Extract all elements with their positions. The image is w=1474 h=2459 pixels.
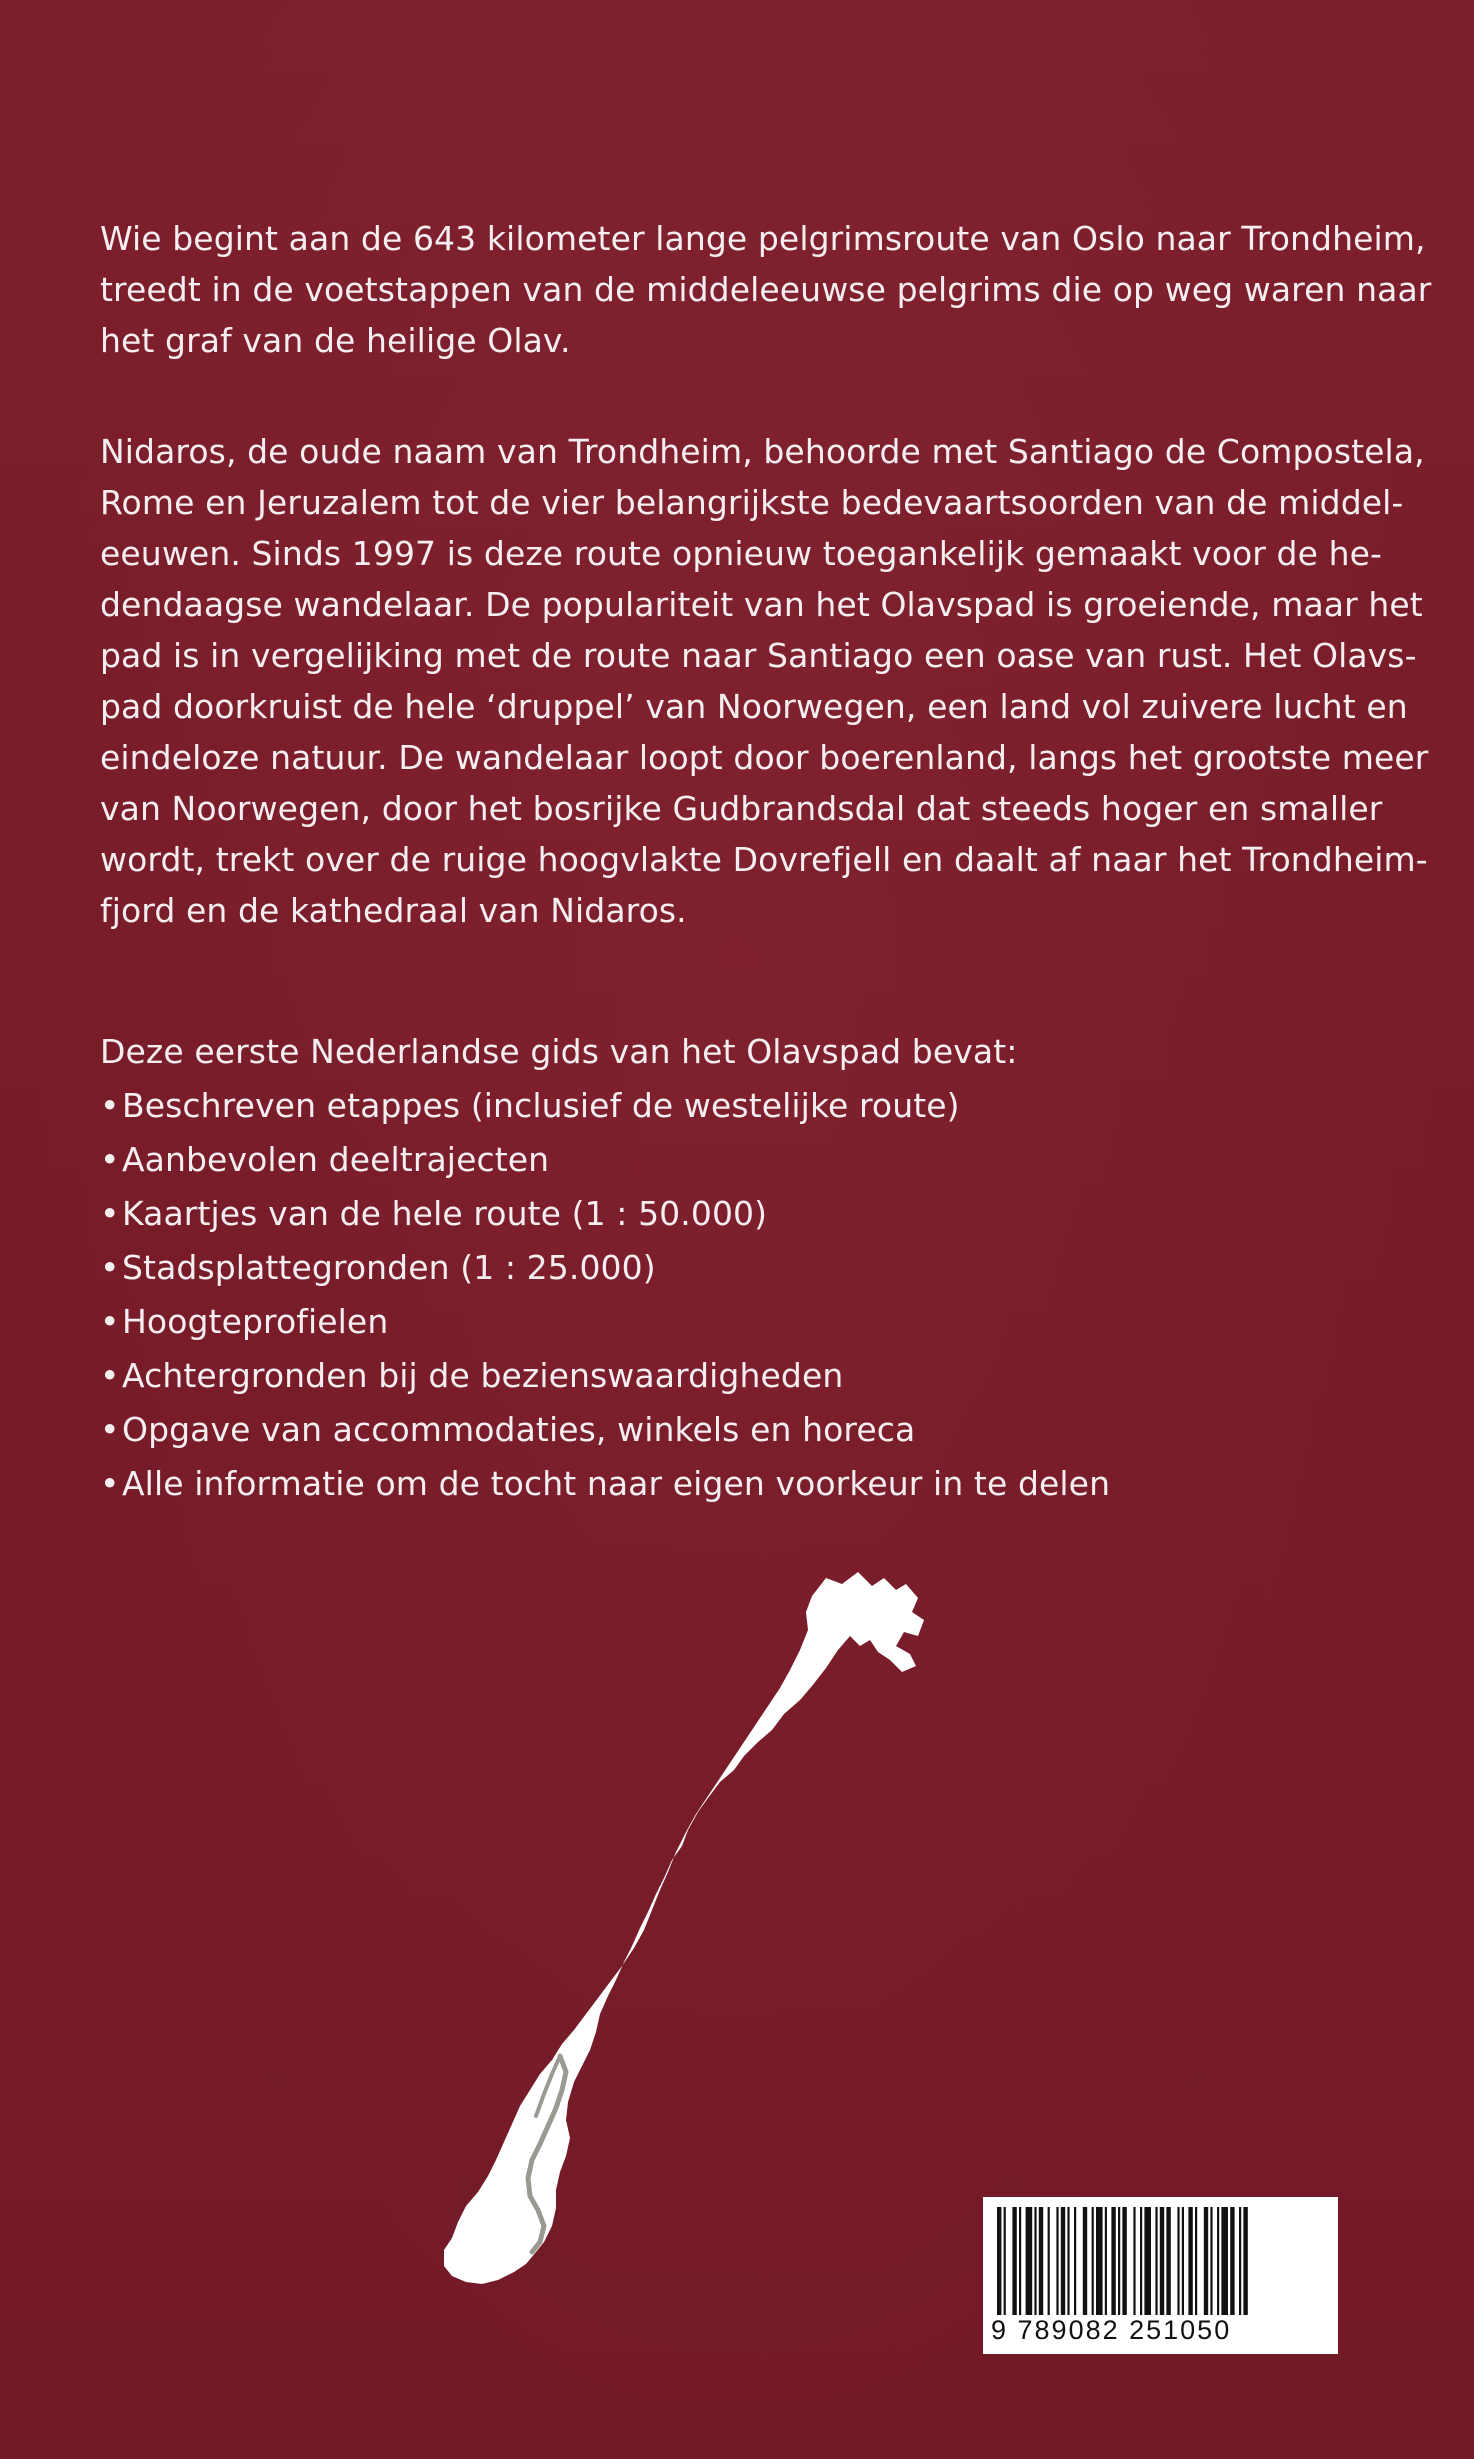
barcode-bar — [1144, 2207, 1151, 2315]
barcode-bar — [1048, 2207, 1050, 2315]
barcode-bar — [1083, 2207, 1087, 2315]
list-item — [100, 1349, 1340, 1403]
barcode-bar — [1188, 2207, 1192, 2315]
isbn-barcode — [983, 2197, 1338, 2354]
barcode-bar — [1061, 2207, 1065, 2315]
list-item — [100, 1133, 1340, 1187]
barcode-bar — [1118, 2207, 1120, 2315]
text-line: wordt, trekt over de ruige hoogvlakte Dovrefjell en daalt af naar het Trondheim- — [100, 840, 1428, 879]
text-line: dendaagse wandelaar. De populariteit van het Olavspad is groeiende, maar het — [100, 585, 1423, 624]
list-item-text: Opgave van accommodaties, winkels en horeca — [122, 1410, 916, 1449]
barcode-bar — [1166, 2207, 1170, 2315]
list-item-text: Achtergronden bij de bezienswaardigheden — [122, 1356, 844, 1395]
features-intro: Deze eerste Nederlandse gids van het Olavspad bevat: — [100, 1032, 1018, 1071]
bullet: • — [100, 1086, 120, 1125]
bullet: • — [100, 1410, 120, 1449]
text-line: pad doorkruist de hele ‘druppel’ van Noorwegen, een land vol zuivere lucht en — [100, 687, 1408, 726]
list-item-text: Alle informatie om de tocht naar eigen voorkeur in te delen — [122, 1464, 1111, 1503]
barcode-bar — [1034, 2207, 1036, 2315]
barcode-bar — [1067, 2207, 1069, 2315]
list-item — [100, 1457, 1340, 1511]
barcode-bar — [1155, 2207, 1157, 2315]
intro-paragraph — [100, 213, 1432, 366]
list-item — [100, 1295, 1340, 1349]
bullet: • — [100, 1464, 120, 1503]
bullet: • — [100, 1248, 120, 1287]
text-line: Rome en Jeruzalem tot de vier belangrijkste bedevaartsoorden van de middel- — [100, 483, 1404, 522]
barcode-bar — [1122, 2207, 1126, 2315]
barcode-bar — [1160, 2207, 1164, 2315]
text-line: eindeloze natuur. De wandelaar loopt door boerenland, langs het grootste meer — [100, 738, 1429, 777]
barcode-bar — [1111, 2207, 1115, 2315]
text-line: fjord en de kathedraal van Nidaros. — [100, 891, 687, 930]
features-section — [100, 1025, 1340, 1511]
text-line: treedt in de voetstappen van de middeleeuwse pelgrims die op weg waren naar — [100, 270, 1432, 309]
list-item — [100, 1187, 1340, 1241]
barcode-bar — [997, 2207, 1001, 2315]
list-item-text: Kaartjes van de hele route (1 : 50.000) — [122, 1194, 768, 1233]
barcode-bar — [1074, 2207, 1076, 2315]
barcode-bar — [1092, 2207, 1094, 2315]
text-line: pad is in vergelijking met de route naar Santiago een oase van rust. Het Olavs- — [100, 636, 1417, 675]
description-paragraph — [100, 426, 1429, 936]
text-line: van Noorwegen, door het bosrijke Gudbrandsdal dat steeds hoger en smaller — [100, 789, 1383, 828]
barcode-bar — [1140, 2207, 1142, 2315]
norway-map — [420, 1560, 940, 2300]
list-item-text: Beschreven etappes (inclusief de westelijke route) — [122, 1086, 960, 1125]
barcode-bar — [1026, 2207, 1033, 2315]
list-item — [100, 1079, 1340, 1133]
isbn-number: 9 789082 251050 — [991, 2315, 1232, 2345]
list-item — [100, 1403, 1340, 1457]
bullet: • — [100, 1356, 120, 1395]
barcode-bar — [1243, 2207, 1247, 2315]
barcode-bar — [1239, 2207, 1241, 2315]
text-line: eeuwen. Sinds 1997 is deze route opnieuw toegankelijk gemaakt voor de he- — [100, 534, 1383, 573]
barcode-bar — [1230, 2207, 1234, 2315]
barcode-bar — [1039, 2207, 1043, 2315]
barcode-bar — [1210, 2207, 1212, 2315]
barcode-bar — [1182, 2207, 1184, 2315]
text-line: Wie begint aan de 643 kilometer lange pelgrimsroute van Oslo naar Trondheim, — [100, 219, 1426, 258]
list-item — [100, 1241, 1340, 1295]
barcode-bar — [1096, 2207, 1103, 2315]
barcode-bar — [1019, 2207, 1021, 2315]
features-list — [100, 1079, 1340, 1511]
list-item-text: Aanbevolen deeltrajecten — [122, 1140, 550, 1179]
bullet: • — [100, 1302, 120, 1341]
barcode-bar — [1221, 2207, 1228, 2315]
list-item-text: Stadsplattegronden (1 : 25.000) — [122, 1248, 656, 1287]
bullet: • — [100, 1194, 120, 1233]
list-item-text: Hoogteprofielen — [122, 1302, 389, 1341]
barcode-bar — [1133, 2207, 1135, 2315]
barcode-bars — [995, 2207, 1326, 2315]
barcode-bar — [1217, 2207, 1219, 2315]
text-line: het graf van de heilige Olav. — [100, 321, 571, 360]
norway-silhouette — [444, 1572, 924, 2284]
barcode-bar — [1105, 2207, 1107, 2315]
barcode-bar — [1004, 2207, 1006, 2315]
bullet: • — [100, 1140, 120, 1179]
barcode-bar — [1195, 2207, 1197, 2315]
barcode-bar — [1204, 2207, 1208, 2315]
text-line: Nidaros, de oude naam van Trondheim, behoorde met Santiago de Compostela, — [100, 432, 1425, 471]
barcode-bar — [1177, 2207, 1179, 2315]
barcode-bar — [1056, 2207, 1058, 2315]
barcode-bar — [1012, 2207, 1016, 2315]
